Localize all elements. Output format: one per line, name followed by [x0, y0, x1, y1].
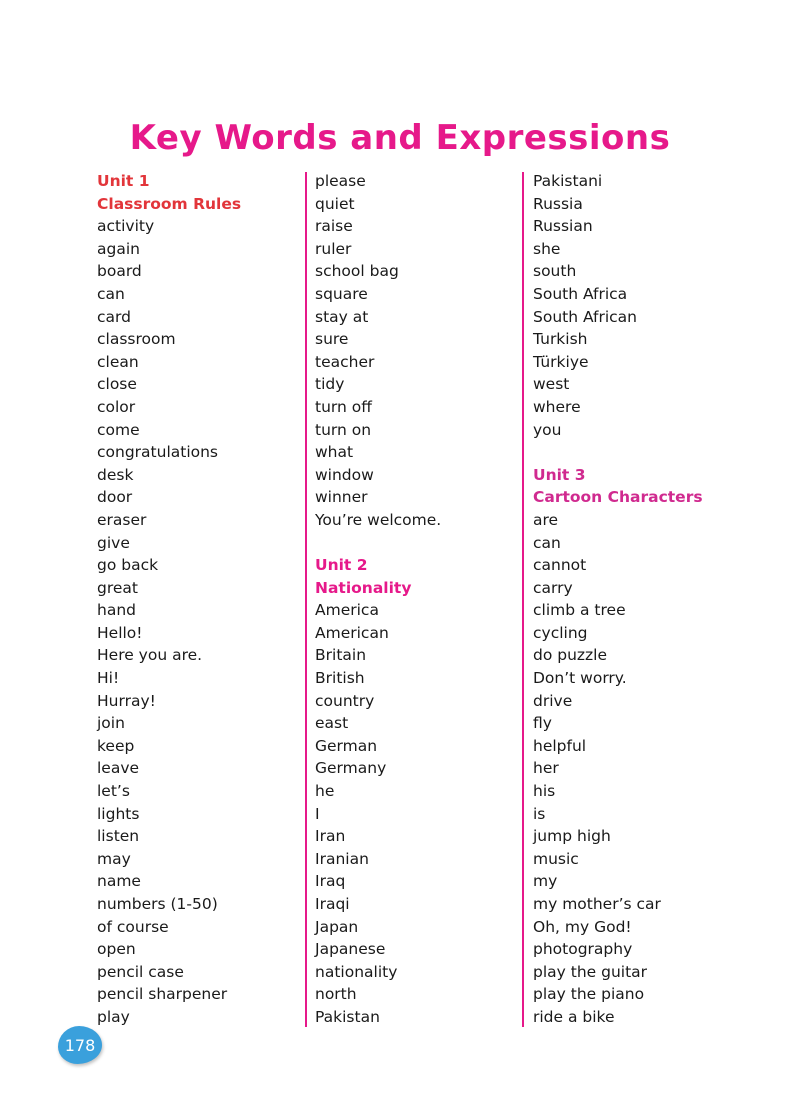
- vocab-word: classroom: [97, 330, 176, 349]
- vocab-word: may: [97, 849, 131, 868]
- vocab-word: music: [533, 849, 579, 868]
- vocab-word: British: [315, 669, 365, 688]
- vocab-word: is: [533, 804, 546, 823]
- unit-heading: Nationality: [315, 578, 412, 597]
- unit-heading: Classroom Rules: [97, 194, 242, 213]
- page-title: Key Words and Expressions: [129, 118, 671, 158]
- unit-heading: Unit 1: [97, 172, 150, 190]
- vocab-word: leave: [97, 759, 140, 778]
- vocab-word: listen: [97, 827, 140, 846]
- vocab-word: turn on: [315, 420, 372, 439]
- vocab-word: Türkiye: [533, 352, 589, 371]
- vocab-word: raise: [315, 217, 353, 236]
- word-column-2: [315, 170, 515, 1029]
- vocab-word: can: [97, 284, 125, 303]
- vocab-word: window: [315, 465, 374, 484]
- vocab-word: of course: [97, 917, 169, 936]
- vocab-word: Iraq: [315, 872, 346, 891]
- vocab-word: hand: [97, 601, 136, 620]
- vocab-word: Here you are.: [97, 646, 203, 665]
- page-number-badge: [58, 1026, 102, 1064]
- vocab-word: desk: [97, 465, 134, 484]
- vocab-word: jump high: [533, 827, 611, 846]
- vocab-word: nationality: [315, 962, 398, 981]
- column-divider: [522, 172, 524, 1027]
- word-column-1: [97, 170, 297, 1029]
- vocab-word: Pakistani: [533, 172, 603, 190]
- vocab-word: Britain: [315, 646, 367, 665]
- vocab-word: fly: [533, 714, 552, 733]
- vocab-word: my mother’s car: [533, 895, 661, 913]
- vocab-word: he: [315, 782, 335, 801]
- vocab-word: Hurray!: [97, 691, 156, 710]
- vocab-word: Germany: [315, 759, 387, 778]
- column-divider: [305, 172, 307, 1027]
- vocab-word: cannot: [533, 556, 587, 575]
- vocab-word: school bag: [315, 262, 399, 281]
- page-number: 178: [64, 1035, 96, 1055]
- vocab-word: lights: [97, 804, 140, 823]
- vocab-word: Russia: [533, 194, 583, 213]
- vocab-word: Japan: [315, 917, 359, 936]
- vocab-word: play: [97, 1007, 130, 1026]
- vocab-word: please: [315, 172, 366, 190]
- vocab-word: ruler: [315, 239, 352, 258]
- vocab-word: ride a bike: [533, 1007, 615, 1026]
- vocab-word: winner: [315, 488, 368, 507]
- vocab-word: sure: [315, 330, 349, 349]
- spacer: [315, 532, 515, 555]
- vocab-word: name: [97, 872, 141, 891]
- vocab-word: his: [533, 782, 556, 801]
- vocab-word: she: [533, 239, 561, 258]
- vocab-word: Hello!: [97, 623, 143, 642]
- vocab-word: carry: [533, 578, 573, 597]
- vocab-word: great: [97, 578, 138, 597]
- vocab-word: country: [315, 691, 375, 710]
- vocab-word: You’re welcome.: [315, 510, 442, 529]
- vocab-word: South African: [533, 307, 638, 326]
- vocab-word: Turkish: [533, 330, 588, 349]
- vocab-word: east: [315, 714, 349, 733]
- vocab-word: activity: [97, 217, 155, 236]
- vocab-word: my: [533, 872, 558, 891]
- vocab-word: door: [97, 488, 133, 507]
- vocab-word: climb a tree: [533, 601, 626, 620]
- vocab-word: west: [533, 375, 570, 394]
- vocab-word: you: [533, 420, 562, 439]
- vocab-word: Japanese: [315, 940, 386, 959]
- vocab-word: north: [315, 985, 357, 1004]
- vocab-word: pencil sharpener: [97, 985, 228, 1004]
- vocab-word: do puzzle: [533, 646, 608, 665]
- vocab-word: tidy: [315, 375, 345, 394]
- unit-heading: Unit 3: [533, 465, 586, 484]
- unit-heading: Unit 2: [315, 556, 368, 575]
- vocab-word: play the piano: [533, 985, 645, 1004]
- vocab-word: Russian: [533, 217, 593, 236]
- vocab-word: Don’t worry.: [533, 669, 627, 688]
- vocab-word: her: [533, 759, 559, 778]
- vocab-word: turn off: [315, 397, 372, 416]
- vocab-word: keep: [97, 736, 135, 755]
- vocab-word: Iran: [315, 827, 346, 846]
- vocab-word: what: [315, 443, 354, 462]
- vocab-word: numbers (1-50): [97, 895, 218, 913]
- vocab-word: teacher: [315, 352, 375, 371]
- vocab-word: go back: [97, 556, 159, 575]
- vocab-word: give: [97, 533, 130, 552]
- vocab-word: pencil case: [97, 962, 184, 981]
- vocab-word: square: [315, 284, 368, 303]
- vocab-word: eraser: [97, 510, 147, 529]
- vocab-word: Iraqi: [315, 895, 350, 913]
- vocab-word: where: [533, 397, 581, 416]
- vocab-word: South Africa: [533, 284, 628, 303]
- vocab-word: drive: [533, 691, 573, 710]
- vocab-word: Oh, my God!: [533, 917, 632, 936]
- vocab-word: Hi!: [97, 669, 120, 688]
- vocab-word: I: [315, 804, 320, 823]
- vocab-word: Pakistan: [315, 1007, 380, 1026]
- vocab-word: close: [97, 375, 137, 394]
- vocab-word: join: [97, 714, 125, 733]
- vocab-word: American: [315, 623, 389, 642]
- unit-heading: Cartoon Characters: [533, 488, 703, 507]
- vocab-word: cycling: [533, 623, 588, 642]
- spacer: [533, 441, 733, 464]
- vocab-word: can: [533, 533, 561, 552]
- vocab-word: photography: [533, 940, 633, 959]
- vocab-word: are: [533, 510, 559, 529]
- vocab-word: clean: [97, 352, 139, 371]
- vocab-word: congratulations: [97, 443, 219, 462]
- vocab-word: play the guitar: [533, 962, 648, 981]
- vocab-word: come: [97, 420, 140, 439]
- vocab-word: let’s: [97, 782, 130, 801]
- vocab-word: quiet: [315, 194, 355, 213]
- word-column-3: [533, 170, 733, 1029]
- vocab-word: board: [97, 262, 142, 281]
- vocab-word: helpful: [533, 736, 587, 755]
- vocab-word: stay at: [315, 307, 369, 326]
- vocab-word: German: [315, 736, 378, 755]
- vocab-word: open: [97, 940, 136, 959]
- vocab-word: Iranian: [315, 849, 369, 868]
- vocab-word: south: [533, 262, 577, 281]
- vocab-word: America: [315, 601, 379, 620]
- vocab-word: color: [97, 397, 136, 416]
- vocab-word: again: [97, 239, 140, 258]
- vocab-word: card: [97, 307, 131, 326]
